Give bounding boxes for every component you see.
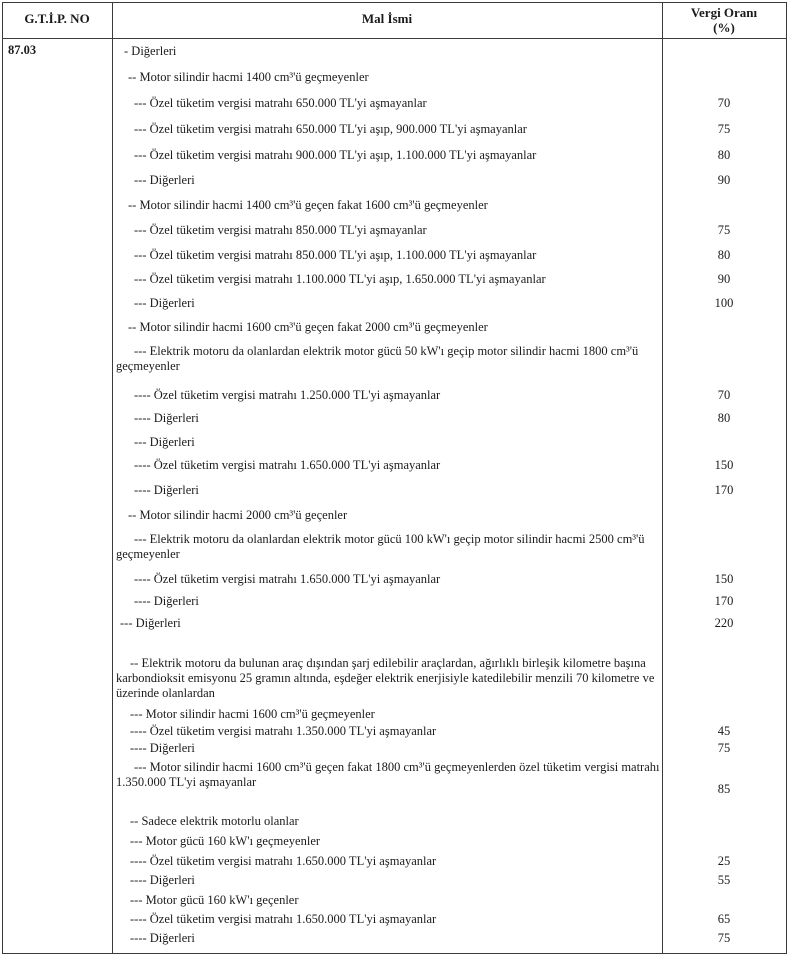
row-description: --- Diğerleri [134,173,195,187]
row-description: --- Diğerleri [134,435,195,449]
row-rate: 80 [717,411,731,425]
row-description: -- Sadece elektrik motorlu olanlar [130,814,299,828]
row-description: -- Motor silindir hacmi 1400 cm³'ü geçmeyenler [128,70,369,84]
row-description: -- Elektrik motoru da bulunan araç dışından şarj edilebilir araçlardan, ağırlıklı birleşik kilometre başına karbondioksit emisyonu 25 gramın altında, eşdeğer elektrik enerjisiyle katedilebilir menzili 70 kilometre ve üzerinde olanlardan [116,656,655,700]
row-rate: 100 [714,296,734,310]
row-rate: 75 [717,741,731,755]
row-rate: 90 [717,272,731,286]
row-description: ---- Diğerleri [130,931,195,945]
row-rate: 85 [717,782,731,796]
row-rate: 65 [717,912,731,926]
row-rate: 80 [717,248,731,262]
row-description: ---- Özel tüketim vergisi matrahı 1.650.000 TL'yi aşmayanlar [134,572,441,586]
row-rate: 220 [714,616,734,630]
row-description: -- Motor silindir hacmi 1600 cm³'ü geçen fakat 2000 cm³'ü geçmeyenler [128,320,488,334]
row-description: -- Motor silindir hacmi 2000 cm³'ü geçenler [128,508,348,522]
row-description: --- Özel tüketim vergisi matrahı 650.000 TL'yi aşmayanlar [134,96,427,110]
row-description: --- Motor silindir hacmi 1600 cm³'ü geçmeyenler [130,707,375,721]
row-rate: 70 [717,96,731,110]
row-description: ---- Özel tüketim vergisi matrahı 1.650.000 TL'yi aşmayanlar [130,854,437,868]
row-description: --- Özel tüketim vergisi matrahı 650.000 TL'yi aşıp, 900.000 TL'yi aşmayanlar [134,122,527,136]
row-rate: 55 [717,873,731,887]
table-border-bottom [2,953,787,954]
row-description: ---- Özel tüketim vergisi matrahı 1.650.000 TL'yi aşmayanlar [134,458,441,472]
header-divider [2,38,787,39]
row-description: ---- Özel tüketim vergisi matrahı 1.350.000 TL'yi aşmayanlar [130,724,437,738]
row-rate: 150 [714,458,734,472]
row-rate: 170 [714,483,734,497]
row-description: --- Özel tüketim vergisi matrahı 850.000 TL'yi aşmayanlar [134,223,427,237]
row-description: --- Özel tüketim vergisi matrahı 900.000 TL'yi aşıp, 1.100.000 TL'yi aşmayanlar [134,148,537,162]
table-border-right [786,2,787,954]
header-vergi-orani: Vergi Oranı [690,5,758,20]
row-description: --- Motor silindir hacmi 1600 cm³'ü geçen fakat 1800 cm³'ü geçmeyenlerden özel tüketim vergisi matrahı 1.350.000 TL'yi aşmayanlar [116,760,660,789]
row-description: - Diğerleri [124,44,177,58]
row-description: --- Motor gücü 160 kW'ı geçenler [130,893,299,907]
row-description: ---- Diğerleri [130,873,195,887]
row-rate: 90 [717,173,731,187]
row-description: ---- Özel tüketim vergisi matrahı 1.650.000 TL'yi aşmayanlar [130,912,437,926]
row-description: ---- Diğerleri [134,483,199,497]
row-rate: 170 [714,594,734,608]
row-rate: 25 [717,854,731,868]
column-divider-rate [662,2,663,954]
table-border-top [2,2,787,3]
gtip-code: 87.03 [8,43,37,57]
row-description: --- Elektrik motoru da olanlardan elektrik motor gücü 50 kW'ı geçip motor silindir hacmi 1800 cm³'ü geçmeyenler [116,344,639,373]
row-description: ---- Diğerleri [134,594,199,608]
row-rate: 70 [717,388,731,402]
row-rate: 75 [717,223,731,237]
row-description: ---- Diğerleri [130,741,195,755]
row-description: --- Özel tüketim vergisi matrahı 1.100.000 TL'yi aşıp, 1.650.000 TL'yi aşmayanlar [134,272,546,286]
row-description: --- Elektrik motoru da olanlardan elektrik motor gücü 100 kW'ı geçip motor silindir hacmi 2500 cm³'ü geçmeyenler [116,532,645,561]
row-rate: 75 [717,122,731,136]
row-description: -- Motor silindir hacmi 1400 cm³'ü geçen fakat 1600 cm³'ü geçmeyenler [128,198,488,212]
row-description: --- Motor gücü 160 kW'ı geçmeyenler [130,834,321,848]
row-rate: 80 [717,148,731,162]
row-description: --- Diğerleri [120,616,181,630]
header-gtip-no: G.T.İ.P. NO [24,11,90,26]
row-description: ---- Diğerleri [134,411,199,425]
row-rate: 150 [714,572,734,586]
row-rate: 75 [717,931,731,945]
row-rate: 45 [717,724,731,738]
header-mal-ismi: Mal İsmi [361,11,413,26]
table-border-left [2,2,3,954]
row-description: --- Özel tüketim vergisi matrahı 850.000 TL'yi aşıp, 1.100.000 TL'yi aşmayanlar [134,248,537,262]
row-description: ---- Özel tüketim vergisi matrahı 1.250.000 TL'yi aşmayanlar [134,388,441,402]
row-description: --- Diğerleri [134,296,195,310]
column-divider-code [112,2,113,954]
header-vergi-orani-unit: (%) [713,20,735,35]
